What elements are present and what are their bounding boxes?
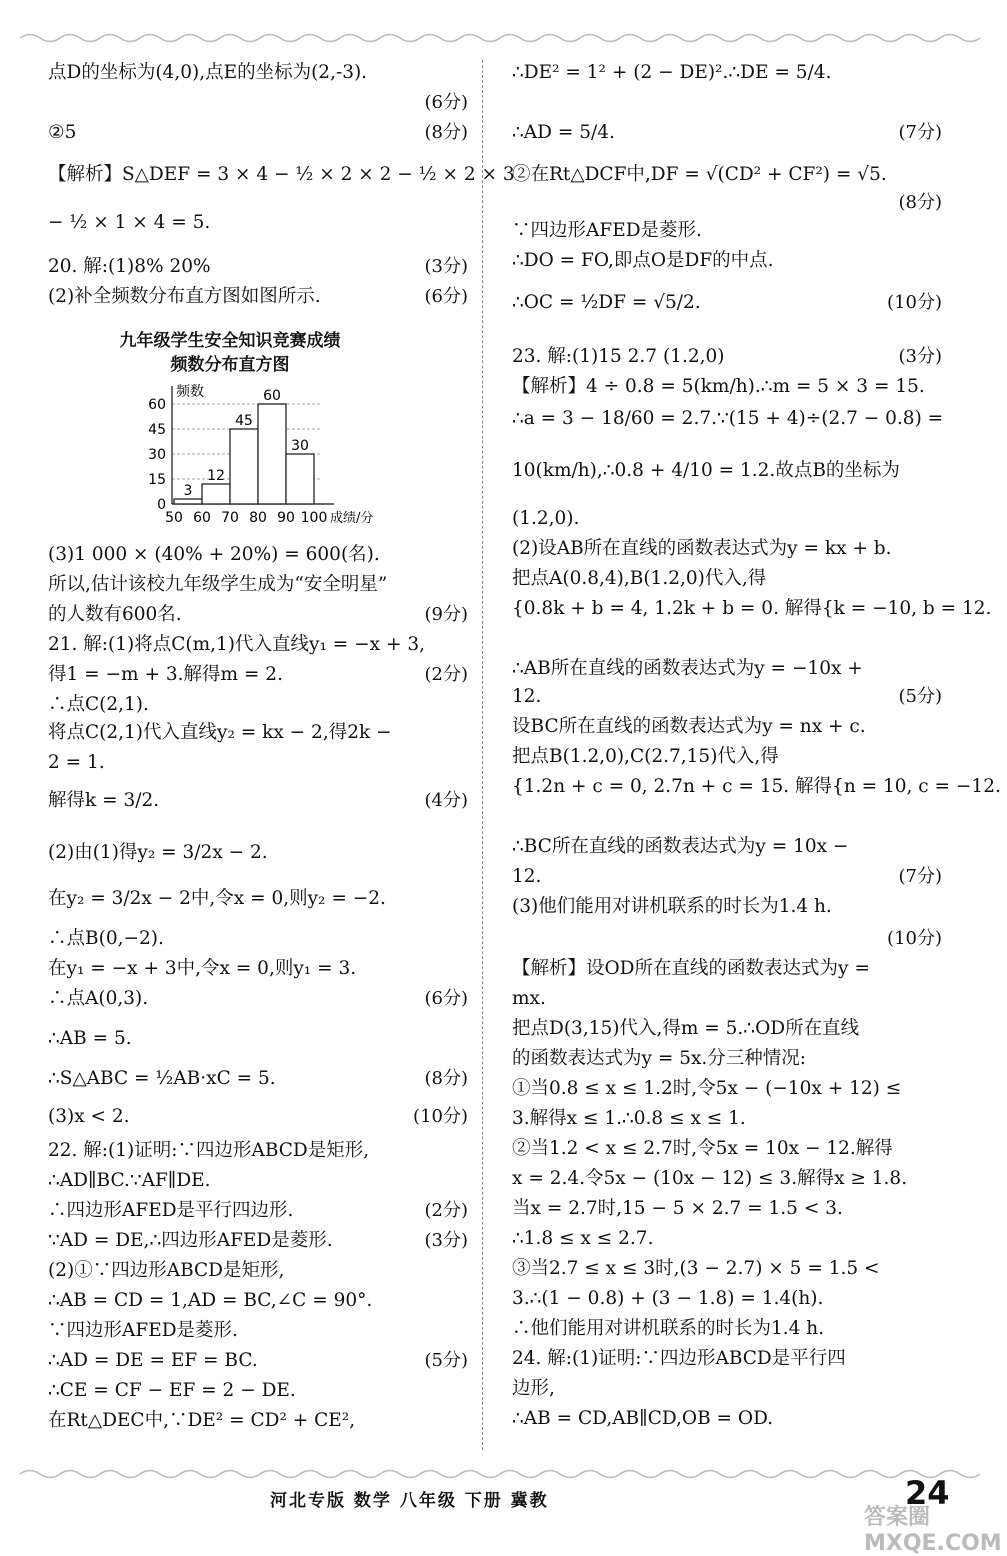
line-text: ∴DE² = 1² + (2 − DE)².∴DE = 5/4. bbox=[512, 62, 832, 83]
line-text: ∴四边形AFED是平行四边形. bbox=[48, 1200, 294, 1221]
line-text: ∴点B(0,−2). bbox=[48, 928, 164, 949]
text-line bbox=[512, 864, 942, 890]
text-line bbox=[512, 374, 942, 400]
score-label: (5分) bbox=[424, 1350, 468, 1371]
histogram-bar bbox=[202, 484, 230, 504]
x-tick-label: 80 bbox=[249, 510, 267, 526]
text-line bbox=[48, 986, 468, 1012]
line-text: 3.∴(1 − 0.8) + (3 − 1.8) = 1.4(h). bbox=[512, 1288, 824, 1309]
line-text: 所以,估计该校九年级学生成为“安全明星” bbox=[48, 574, 388, 595]
text-line bbox=[48, 1378, 468, 1404]
text-line bbox=[512, 986, 942, 1012]
text-line bbox=[512, 120, 942, 146]
line-text: 当x = 2.7时,15 − 5 × 2.7 = 1.5 < 3. bbox=[512, 1198, 843, 1219]
line-text: 10(km/h),∴0.8 + 4/10 = 1.2.故点B的坐标为 bbox=[512, 460, 900, 481]
text-line bbox=[512, 894, 942, 920]
y-axis-label: 频数 bbox=[176, 384, 204, 400]
x-tick-label: 60 bbox=[193, 510, 211, 526]
line-text: 的人数有600名. bbox=[48, 604, 182, 625]
line-text: (3)x < 2. bbox=[48, 1106, 130, 1127]
x-tick-label: 90 bbox=[277, 510, 295, 526]
text-line bbox=[48, 1026, 468, 1052]
score-label: (10分) bbox=[413, 1106, 468, 1127]
histogram-chart bbox=[128, 384, 408, 534]
line-text: ∴AB = CD = 1,AD = BC,∠C = 90°. bbox=[48, 1290, 373, 1311]
line-text: 点D的坐标为(4,0),点E的坐标为(2,-3). bbox=[48, 62, 368, 83]
line-text: (3)1 000 × (40% + 20%) = 600(名). bbox=[48, 544, 380, 565]
score-label: (3分) bbox=[898, 346, 942, 367]
text-line bbox=[48, 750, 468, 776]
score-label: (8分) bbox=[424, 1068, 468, 1089]
text-line bbox=[512, 744, 942, 770]
line-text: ∴AB = 5. bbox=[48, 1028, 132, 1049]
text-line bbox=[512, 248, 942, 274]
line-text: ∵四边形AFED是菱形. bbox=[48, 1320, 238, 1341]
column-divider bbox=[482, 60, 483, 1450]
text-line bbox=[512, 162, 942, 188]
score-label: (5分) bbox=[898, 686, 942, 707]
top-border bbox=[20, 30, 987, 44]
score-label: (8分) bbox=[898, 192, 942, 213]
line-text: {0.8k + b = 4, 1.2k + b = 0. 解得{k = −10, b = 12. bbox=[512, 598, 992, 619]
line-text: 【解析】S△DEF = 3 × 4 − ½ × 2 × 2 − ½ × 2 × 3 bbox=[48, 164, 515, 185]
text-line bbox=[512, 458, 942, 484]
text-line bbox=[48, 926, 468, 952]
line-text: ②当1.2 < x ≤ 2.7时,令5x = 10x − 12.解得 bbox=[512, 1138, 893, 1159]
text-line bbox=[512, 1346, 942, 1372]
text-line bbox=[48, 1258, 468, 1284]
text-line bbox=[512, 536, 942, 562]
text-line bbox=[512, 956, 942, 982]
histogram-bar bbox=[258, 404, 286, 504]
line-text: ③当2.7 ≤ x ≤ 3时,(3 − 2.7) × 5 = 1.5 < bbox=[512, 1258, 880, 1279]
line-text: ∴AB所在直线的函数表达式为y = −10x + bbox=[512, 658, 863, 679]
line-text: {1.2n + c = 0, 2.7n + c = 15. 解得{n = 10, c = −12. bbox=[512, 776, 1001, 797]
text-line bbox=[48, 284, 468, 310]
text-line bbox=[48, 788, 468, 814]
text-line bbox=[512, 406, 942, 432]
text-line bbox=[512, 566, 942, 592]
bar-value-label: 12 bbox=[207, 468, 225, 484]
line-text: (3)他们能用对讲机联系的时长为1.4 h. bbox=[512, 896, 832, 917]
text-line bbox=[512, 60, 942, 86]
line-text: ∴OC = ½DF = √5/2. bbox=[512, 292, 701, 313]
line-text: ∴AD = DE = EF = BC. bbox=[48, 1350, 258, 1371]
score-label: (2分) bbox=[424, 664, 468, 685]
line-text: 边形, bbox=[512, 1378, 555, 1399]
line-text: 20. 解:(1)8% 20% bbox=[48, 256, 211, 277]
text-line bbox=[512, 290, 942, 316]
line-text: ∴他们能用对讲机联系的时长为1.4 h. bbox=[512, 1318, 825, 1339]
line-text: 在y₂ = 3/2x − 2中,令x = 0,则y₂ = −2. bbox=[48, 888, 386, 909]
line-text: 将点C(2,1)代入直线y₂ = kx − 2,得2k − bbox=[48, 722, 392, 743]
line-text: ②5 bbox=[48, 122, 77, 143]
line-text: (1.2,0). bbox=[512, 508, 580, 529]
text-line bbox=[512, 1106, 942, 1132]
bar-value-label: 3 bbox=[183, 483, 193, 499]
line-text: ∴AD = 5/4. bbox=[512, 122, 615, 143]
text-line bbox=[512, 1076, 942, 1102]
text-line bbox=[512, 1256, 942, 1282]
text-line bbox=[512, 506, 942, 532]
line-text: 解得k = 3/2. bbox=[48, 790, 160, 811]
bar-value-label: 30 bbox=[291, 438, 309, 454]
score-label: (8分) bbox=[424, 122, 468, 143]
histogram-bar bbox=[174, 499, 202, 504]
footer-text: 河北专版 数学 八年级 下册 冀教 bbox=[270, 1491, 549, 1511]
histogram-bar bbox=[286, 454, 314, 504]
line-text: ∴AB = CD,AB∥CD,OB = OD. bbox=[512, 1408, 774, 1429]
line-text: 设BC所在直线的函数表达式为y = nx + c. bbox=[512, 716, 866, 737]
text-line bbox=[48, 1168, 468, 1194]
y-tick-label: 60 bbox=[148, 397, 166, 413]
score-label: (7分) bbox=[898, 866, 942, 887]
text-line bbox=[48, 542, 468, 568]
text-line bbox=[512, 218, 942, 244]
text-line bbox=[48, 1408, 468, 1434]
line-text: x = 2.4.令5x − (10x − 12) ≤ 3.解得x ≥ 1.8. bbox=[512, 1168, 908, 1189]
score-label: (2分) bbox=[424, 1200, 468, 1221]
y-tick-label: 15 bbox=[148, 472, 166, 488]
line-text: ②在Rt△DCF中,DF = √(CD² + CF²) = √5. bbox=[512, 164, 887, 185]
text-line bbox=[512, 1136, 942, 1162]
score-label: (6分) bbox=[424, 92, 468, 113]
x-axis-label: 成绩/分 bbox=[330, 511, 374, 526]
text-line bbox=[48, 254, 468, 280]
line-text: 21. 解:(1)将点C(m,1)代入直线y₁ = −x + 3, bbox=[48, 634, 426, 655]
text-line bbox=[48, 1198, 468, 1224]
line-text: 12. bbox=[512, 686, 542, 707]
text-line bbox=[48, 120, 468, 146]
line-text: ∴a = 3 − 18/60 = 2.7.∵(15 + 4)÷(2.7 − 0.8) = bbox=[512, 408, 944, 429]
text-line bbox=[512, 1376, 942, 1402]
line-text: 把点B(1.2,0),C(2.7,15)代入,得 bbox=[512, 746, 779, 767]
line-text: (2)补全频数分布直方图如图所示. bbox=[48, 286, 321, 307]
line-text: ∴CE = CF − EF = 2 − DE. bbox=[48, 1380, 296, 1401]
line-text: 把点A(0.8,4),B(1.2,0)代入,得 bbox=[512, 568, 767, 589]
y-tick-label: 30 bbox=[148, 447, 166, 463]
text-line bbox=[48, 662, 468, 688]
bar-value-label: 45 bbox=[235, 413, 253, 429]
text-line bbox=[48, 692, 468, 718]
line-text: ∴BC所在直线的函数表达式为y = 10x − bbox=[512, 836, 849, 857]
text-line bbox=[48, 956, 468, 982]
y-tick-label: 45 bbox=[148, 422, 166, 438]
score-label: (9分) bbox=[424, 604, 468, 625]
text-line bbox=[48, 210, 468, 236]
chart-title-line-1: 九年级学生安全知识竞赛成绩 bbox=[119, 331, 341, 351]
line-text: ∴点C(2,1). bbox=[48, 694, 149, 715]
x-tick-label: 70 bbox=[221, 510, 239, 526]
line-text: 12. bbox=[512, 866, 542, 887]
text-line bbox=[48, 1318, 468, 1344]
line-text: ∴点A(0,3). bbox=[48, 988, 149, 1009]
line-text: 22. 解:(1)证明:∵四边形ABCD是矩形, bbox=[48, 1140, 370, 1161]
score-label: (6分) bbox=[424, 988, 468, 1009]
text-line bbox=[512, 834, 942, 860]
line-text: ∴AD∥BC.∵AF∥DE. bbox=[48, 1170, 211, 1191]
histogram-bar bbox=[230, 429, 258, 504]
line-text: 把点D(3,15)代入,得m = 5.∴OD所在直线 bbox=[512, 1018, 860, 1039]
line-text: (2)由(1)得y₂ = 3/2x − 2. bbox=[48, 842, 268, 863]
x-tick-label: 100 bbox=[300, 510, 328, 526]
score-label: (6分) bbox=[424, 286, 468, 307]
y-tick-label: 0 bbox=[157, 497, 166, 513]
text-line bbox=[48, 1104, 468, 1130]
text-line bbox=[512, 714, 942, 740]
text-line bbox=[48, 1348, 468, 1374]
text-line bbox=[48, 162, 515, 188]
text-line bbox=[512, 1046, 942, 1072]
line-text: 在Rt△DEC中,∵DE² = CD² + CE², bbox=[48, 1410, 356, 1431]
line-text: 【解析】设OD所在直线的函数表达式为y = bbox=[512, 958, 870, 979]
text-line bbox=[512, 344, 942, 370]
line-text: (2)①∵四边形ABCD是矩形, bbox=[48, 1260, 285, 1281]
text-line bbox=[512, 774, 1001, 800]
x-tick-label: 50 bbox=[165, 510, 183, 526]
page-number: 24 bbox=[905, 1474, 950, 1512]
text-line bbox=[48, 572, 468, 598]
line-text: 的函数表达式为y = 5x.分三种情况: bbox=[512, 1048, 807, 1069]
text-line bbox=[512, 1406, 942, 1432]
score-label: (3分) bbox=[424, 1230, 468, 1251]
text-line bbox=[48, 60, 468, 86]
bar-value-label: 60 bbox=[263, 388, 281, 404]
text-line bbox=[48, 1066, 468, 1092]
line-text: 得1 = −m + 3.解得m = 2. bbox=[48, 664, 283, 685]
text-line bbox=[48, 720, 468, 746]
line-text: mx. bbox=[512, 988, 546, 1009]
score-label: (7分) bbox=[898, 122, 942, 143]
text-line bbox=[512, 1016, 942, 1042]
text-line bbox=[48, 1138, 468, 1164]
score-label: (10分) bbox=[887, 292, 942, 313]
line-text: 24. 解:(1)证明:∵四边形ABCD是平行四 bbox=[512, 1348, 846, 1369]
score-label: (4分) bbox=[424, 790, 468, 811]
text-line bbox=[48, 1228, 468, 1254]
text-line bbox=[512, 1166, 942, 1192]
line-text: 23. 解:(1)15 2.7 (1.2,0) bbox=[512, 346, 725, 367]
line-text: 2 = 1. bbox=[48, 752, 105, 773]
text-line bbox=[48, 632, 468, 658]
text-line bbox=[512, 1196, 942, 1222]
line-text: − ½ × 1 × 4 = 5. bbox=[48, 212, 211, 233]
line-text: ∴1.8 ≤ x ≤ 2.7. bbox=[512, 1228, 654, 1249]
score-label: (3分) bbox=[424, 256, 468, 277]
line-text: ∴S△ABC = ½AB·xC = 5. bbox=[48, 1068, 276, 1089]
line-text: 【解析】4 ÷ 0.8 = 5(km/h).∴m = 5 × 3 = 15. bbox=[512, 376, 925, 397]
score-label: (10分) bbox=[887, 928, 942, 949]
text-line bbox=[512, 656, 942, 682]
text-line bbox=[48, 840, 468, 866]
text-line bbox=[512, 1226, 942, 1252]
watermark: 答案圈 MXQE.COM bbox=[864, 1505, 1002, 1556]
line-text: ①当0.8 ≤ x ≤ 1.2时,令5x − (−10x + 12) ≤ bbox=[512, 1078, 902, 1099]
bottom-border bbox=[20, 1466, 987, 1480]
chart-title-line-2: 频数分布直方图 bbox=[170, 355, 290, 375]
line-text: (2)设AB所在直线的函数表达式为y = kx + b. bbox=[512, 538, 892, 559]
line-text: ∴DO = FO,即点O是DF的中点. bbox=[512, 250, 774, 271]
line-text: 在y₁ = −x + 3中,令x = 0,则y₁ = 3. bbox=[48, 958, 357, 979]
text-line bbox=[512, 1316, 942, 1342]
line-text: 3.解得x ≤ 1.∴0.8 ≤ x ≤ 1. bbox=[512, 1108, 746, 1129]
text-line bbox=[48, 602, 468, 628]
line-text: ∵四边形AFED是菱形. bbox=[512, 220, 702, 241]
text-line bbox=[512, 596, 992, 622]
text-line bbox=[512, 1286, 942, 1312]
line-text: ∵AD = DE,∴四边形AFED是菱形. bbox=[48, 1230, 333, 1251]
text-line bbox=[512, 684, 942, 710]
text-line bbox=[48, 1288, 468, 1314]
text-line bbox=[48, 886, 468, 912]
